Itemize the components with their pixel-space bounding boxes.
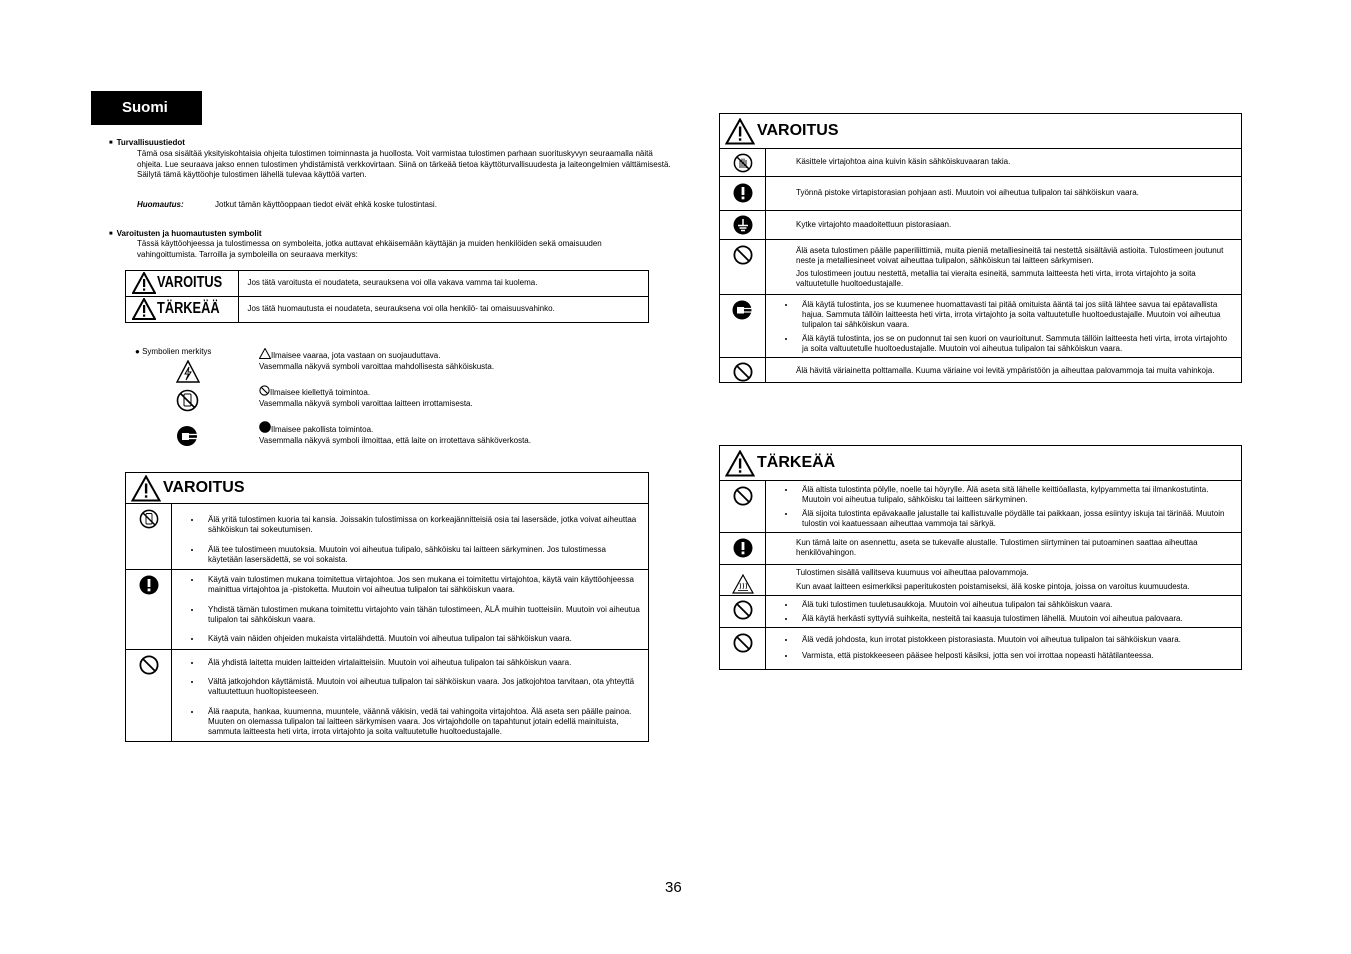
list-item: • Älä tee tulostimeen muutoksia. Muutoin voi aiheutua tulipalo, sähköisku tai laitteen särkyminen. Jos tulostimessa käytetään lasersädettä, se voi sokaista. bbox=[202, 545, 640, 566]
warning-row bbox=[720, 149, 1242, 177]
warning-row bbox=[720, 294, 1242, 357]
no-wet-hands-icon bbox=[733, 153, 753, 173]
caution-row bbox=[720, 564, 1242, 596]
warning-row bbox=[126, 504, 649, 570]
safety-paragraph: Tämä osa sisältää yksityiskohtaisia ohjeita tulostimen toiminnasta ja huollosta. Voit varmistaa tulostimen parhaan suorituskyvyn seuraamalla näitä ohjeita. Lue seuraava jakso ennen tulostimen yhdistämistä verkkovirtaan. Siinä on tärkeää tietoa käyttöturvallisuudesta ja laiteongelmien välttämisestä. Säilytä tämä käyttöohje tulostimen lähellä tulevaa käyttöä varten. bbox=[137, 149, 671, 179]
caution-header: TÄRKEÄÄ bbox=[721, 447, 1240, 479]
list-item: • Älä käytä tulostinta, jos se kuumenee huomattavasti tai pitää omituista ääntä tai jos siitä lähtee savua tai epätavallista hajua. Sammuta tällöin laitteesta heti virta, irrota virtajohto ja soita valtuutetulle huoltoedustajalle. Muutoin voi aiheutua tulipalon tai sähköiskun vaara. bbox=[796, 300, 1233, 331]
list-item: • Yhdistä tämän tulostimen mukana toimitettu virtajohto vain tähän tulostimeen, ÄLÄ muihin tuotteisiin. Muutoin voi aiheutua tulipalon tai sähköiskun vaara. bbox=[202, 605, 640, 626]
note-label: Huomautus: bbox=[137, 200, 184, 209]
row-text: Työnnä pistoke virtapistorasian pohjaan asti. Muutoin voi aiheutua tulipalon tai sähköiskun vaara. bbox=[766, 177, 1242, 211]
no-disassemble-icon bbox=[176, 389, 199, 412]
legend-row-warning bbox=[126, 271, 649, 297]
mandatory-icon bbox=[733, 538, 753, 558]
legend-row-caution bbox=[126, 297, 649, 323]
list-item: • Älä sijoita tulostinta epävakaalle jalustalle tai kallistuvalle pöydälle tai paikkaan, jossa esiintyy iskuja tai tärinää. Muutoin tulostin voi kaatuessaan aiheuttaa vammoja tai särkyä. bbox=[796, 509, 1233, 530]
unplug-icon bbox=[176, 425, 200, 447]
meaning-danger: Ilmaisee vaaraa, jota vastaan on suojauduttava. Vasemmalla näkyvä symboli varoittaa mahdollisesta sähköiskusta. bbox=[259, 348, 619, 372]
meaning-mandatory: Ilmaisee pakollista toimintoa. Vasemmalla näkyvä symboli ilmoittaa, että laite on irrotettava sähköverkosta. bbox=[259, 421, 639, 446]
prohibited-icon bbox=[733, 600, 753, 620]
warning-row bbox=[720, 211, 1242, 239]
symbols-paragraph: Tässä käyttöohjeessa ja tulostimessa on symboleita, jotka auttavat ehkäisemään käyttäjän ja muiden henkilöiden sekä omaisuuden vahingoittumista. Tarroilla ja symboleilla on seuraava merkitys: bbox=[137, 239, 602, 259]
legend-warning-label: VAROITUS bbox=[157, 273, 223, 291]
row-text: Kytke virtajohto maadoitettuun pistorasiaan. bbox=[766, 211, 1242, 239]
prohibited-icon bbox=[733, 245, 753, 265]
mandatory-icon bbox=[733, 183, 753, 203]
right-warning-table bbox=[719, 113, 1242, 383]
legend-caution-text: Jos tätä huomautusta ei noudateta, seurauksena voi olla henkilö- tai omaisuusvahinko. bbox=[239, 297, 649, 323]
no-disassemble-icon bbox=[139, 509, 159, 529]
caution-row bbox=[720, 627, 1242, 669]
warning-header: VAROITUS bbox=[721, 115, 1240, 147]
warning-triangle-icon bbox=[132, 272, 156, 294]
warning-header: VAROITUS bbox=[127, 474, 647, 502]
prohibited-icon bbox=[733, 362, 753, 382]
warning-row bbox=[720, 239, 1242, 294]
section-heading-safety: ■ Turvallisuustiedot bbox=[109, 138, 185, 147]
legend-warning-text: Jos tätä varoitusta ei noudateta, seurauksena voi olla vakava vamma tai kuolema. bbox=[239, 271, 649, 297]
legend-table bbox=[125, 270, 649, 323]
electric-shock-icon bbox=[176, 360, 200, 383]
warning-triangle-icon bbox=[725, 450, 755, 477]
prohibited-icon bbox=[733, 486, 753, 506]
hot-surface-icon bbox=[732, 574, 754, 594]
prohibited-icon bbox=[139, 655, 159, 675]
list-item: • Käytä vain tulostimen mukana toimitettua virtajohtoa. Jos sen mukana ei toimitettu virtajohtoa, käytä vain käyttöohjeessa mainittua virtajohtoa ja -pistoketta. Muutoin voi aiheutua tulipalon tai sähköiskun vaara. bbox=[202, 575, 640, 596]
warning-row bbox=[126, 649, 649, 742]
warning-row bbox=[126, 570, 649, 649]
row-text: Käsittele virtajohtoa aina kuivin käsin sähköiskuvaaran takia. bbox=[766, 149, 1242, 177]
section-heading-symbols: ■ Varoitusten ja huomautusten symbolit bbox=[109, 229, 262, 238]
list-item: • Älä tuki tulostimen tuuletusaukkoja. Muutoin voi aiheutua tulipalon tai sähköiskun vaara. bbox=[796, 600, 1233, 610]
row-text: Kun tämä laite on asennettu, aseta se tukevalle alustalle. Tulostimen siirtyminen tai putoaminen saattaa aiheuttaa henkilövahingon. bbox=[766, 533, 1242, 565]
caution-row bbox=[720, 481, 1242, 533]
warning-triangle-icon bbox=[132, 298, 156, 320]
row-text: Älä hävitä väriainetta polttamalla. Kuuma väriaine voi levitä ympäristöön ja aiheuttaa palovammoja tai muita vahinkoja. bbox=[766, 358, 1242, 383]
list-item: • Älä yritä tulostimen kuoria tai kansia. Joissakin tulostimissa on korkeajännitteisiä osia tai lasersäde, jotka voivat aiheuttaa sähköiskun tai sokeutumisen. bbox=[202, 515, 640, 536]
meaning-prohibited: Ilmaisee kiellettyä toimintoa. Vasemmalla näkyvä symboli varoittaa laitteen irrottamisesta. bbox=[259, 385, 619, 409]
language-tab: Suomi bbox=[91, 91, 202, 125]
warning-row bbox=[720, 177, 1242, 211]
prohibited-icon bbox=[733, 633, 753, 653]
unplug-icon bbox=[732, 300, 754, 320]
caution-row bbox=[720, 596, 1242, 628]
left-warning-table bbox=[125, 472, 649, 742]
list-item: • Älä käytä tulostinta, jos se on pudonnut tai sen kuori on vaurioitunut. Sammuta tällöin laitteesta heti virta, irrota virtajohto ja soita valtuutetulle huoltoedustajalle. Muutoin voi aiheutua tulipalon tai sähköiskun vaara. bbox=[796, 334, 1233, 355]
mandatory-icon bbox=[139, 575, 159, 595]
list-item: • Älä raaputa, hankaa, kuumenna, muuntele, väännä väkisin, vedä tai vahingoita virtajohtoa. Älä aseta sen päälle painoa. Muuten on olemassa tulipalon tai laitteen särkymisen vaara. Jos virtajohdolle on tapahtunut jotain edellä mainituista, sammuta laitteesta heti virta, irrota virtajohto ja soita valtuutetulle huoltoedustajalle. bbox=[202, 707, 640, 738]
row-text: Tulostimen sisällä vallitseva kuumuus voi aiheuttaa palovammoja. Kun avaat laitteen esimerkiksi paperitukosten poistamiseksi, älä koske pintoja, joissa on varoitus kuumuudesta. bbox=[766, 564, 1242, 596]
prohibited-icon bbox=[259, 385, 270, 396]
right-caution-table bbox=[719, 445, 1242, 670]
list-item: • Älä käytä herkästi syttyviä suihkeita, nesteitä tai kaasuja tulostimen lähellä. Muutoin voi aiheutua palovaara. bbox=[796, 614, 1233, 624]
list-item: • Varmista, että pistokkeeseen pääsee helposti käsiksi, jotta sen voi irrottaa nopeasti hätätilanteessa. bbox=[796, 651, 1233, 661]
symbol-meanings-label: ● Symbolien merkitys bbox=[135, 347, 212, 356]
warning-row bbox=[720, 358, 1242, 383]
note-text: Jotkut tämän käyttöoppaan tiedot eivät ehkä koske tulostintasi. bbox=[215, 200, 437, 209]
list-item: • Vältä jatkojohdon käyttämistä. Muutoin voi aiheutua tulipalon tai sähköiskun vaara. Jos jatkojohtoa tarvitaan, ota yhteyttä valtuutettuun huoltopisteeseen. bbox=[202, 677, 640, 698]
page-number: 36 bbox=[665, 879, 682, 896]
list-item: • Älä yhdistä laitetta muiden laitteiden virtalaitteisiin. Muutoin voi aiheutua tulipalon tai sähköiskun vaara. bbox=[202, 658, 640, 668]
legend-caution-label: TÄRKEÄÄ bbox=[157, 299, 220, 317]
row-text: Älä aseta tulostimen päälle paperiliittimiä, muita pieniä metalliesineitä tai nestettä sisältäviä astioita. Tulostimeen joutunut neste ja metalliesineet voivat aiheuttaa tulipalon, sähköiskun tai laitteen särkymisen. Jos tulostimeen joutuu nestettä, metallia tai vieraita esineitä, sammuta laitteesta heti virta, irrota virtajohto ja soita valtuutetulle huoltoedustajalle. bbox=[766, 239, 1242, 294]
list-item: • Älä vedä johdosta, kun irrotat pistokkeen pistorasiasta. Muutoin voi aiheutua tulipalon tai sähköiskun vaara. bbox=[796, 635, 1233, 645]
warning-triangle-icon bbox=[131, 475, 161, 502]
ground-icon bbox=[733, 215, 753, 235]
mandatory-dot-icon bbox=[259, 421, 271, 433]
warning-triangle-icon bbox=[725, 118, 755, 145]
list-item: • Älä altista tulostinta pölylle, noelle tai höyrylle. Älä aseta sitä lähelle keittiöallasta, kylpyammetta tai ilmankostutinta. Muutoin voi aiheutua tulipalo, sähköisku tai laitteen särkyminen. bbox=[796, 485, 1233, 506]
warning-triangle-icon bbox=[259, 348, 271, 359]
list-item: • Käytä vain näiden ohjeiden mukaista virtalähdettä. Muutoin voi aiheutua tulipalon tai sähköiskun vaara. bbox=[202, 634, 640, 644]
caution-row bbox=[720, 533, 1242, 565]
